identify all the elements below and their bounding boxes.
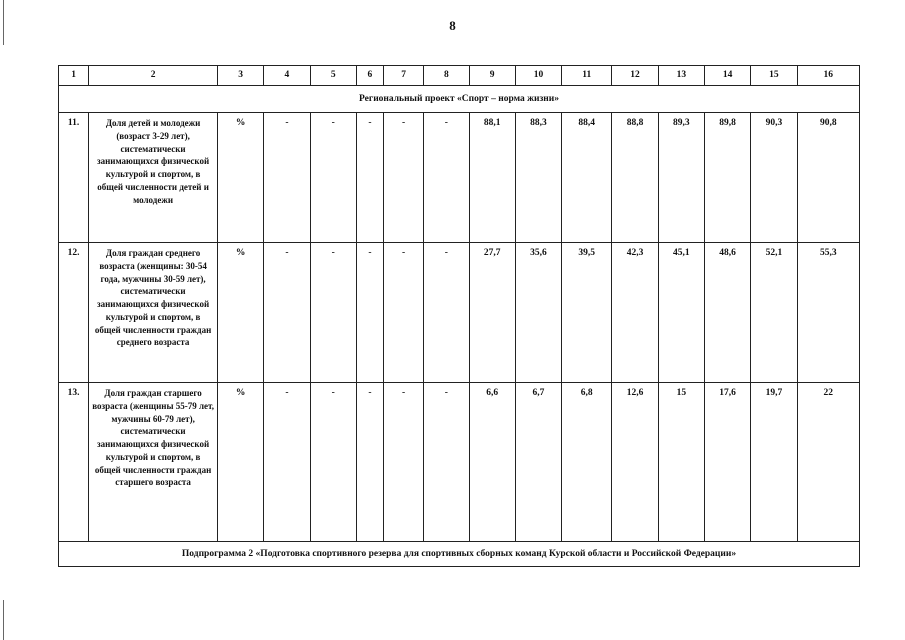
- row-number: 13.: [59, 383, 89, 542]
- margin-mark-bottom: [3, 600, 4, 640]
- column-number: 6: [356, 66, 383, 86]
- value-cell: -: [356, 383, 383, 542]
- column-number: 12: [612, 66, 658, 86]
- value-cell: 55,3: [797, 243, 859, 383]
- column-number: 3: [217, 66, 263, 86]
- table-row: [59, 113, 860, 243]
- value-cell: 27,7: [469, 243, 515, 383]
- value-cell: 35,6: [515, 243, 561, 383]
- page-number: 8: [449, 18, 456, 33]
- column-number: 4: [264, 66, 310, 86]
- value-cell: 48,6: [704, 243, 750, 383]
- column-number: 8: [424, 66, 469, 86]
- unit-cell: %: [217, 243, 263, 383]
- value-cell: 88,4: [562, 113, 612, 243]
- value-cell: 6,8: [562, 383, 612, 542]
- value-cell: 88,1: [469, 113, 515, 243]
- indicator-name: Доля граждан среднего возраста (женщины: 30-54 года, мужчины 30-59 лет), систематически занимающихся физической культурой и спортом, в общей численности граждан среднего возраста: [89, 243, 218, 383]
- value-cell: 6,7: [515, 383, 561, 542]
- table-row: [59, 383, 860, 542]
- value-cell: 42,3: [612, 243, 658, 383]
- column-number: 13: [658, 66, 704, 86]
- column-number: 2: [89, 66, 218, 86]
- row-number: 12.: [59, 243, 89, 383]
- value-cell: -: [310, 243, 356, 383]
- value-cell: -: [356, 243, 383, 383]
- row-number: 11.: [59, 113, 89, 243]
- value-cell: -: [264, 243, 310, 383]
- section-title: Региональный проект «Спорт – норма жизни»: [59, 86, 860, 113]
- value-cell: -: [264, 383, 310, 542]
- column-number: 14: [704, 66, 750, 86]
- value-cell: 22: [797, 383, 859, 542]
- column-number: 5: [310, 66, 356, 86]
- unit-cell: %: [217, 113, 263, 243]
- unit-cell: %: [217, 383, 263, 542]
- column-number: 10: [515, 66, 561, 86]
- value-cell: 90,8: [797, 113, 859, 243]
- table-row: [59, 243, 860, 383]
- value-cell: 52,1: [751, 243, 797, 383]
- section-header-row: [59, 86, 860, 113]
- value-cell: 89,8: [704, 113, 750, 243]
- column-number: 15: [751, 66, 797, 86]
- value-cell: -: [383, 113, 423, 243]
- column-number: 7: [383, 66, 423, 86]
- value-cell: 88,8: [612, 113, 658, 243]
- column-number: 16: [797, 66, 859, 86]
- indicator-name: Доля детей и молодежи (возраст 3-29 лет), систематически занимающихся физической культурой и спортом, в общей численности детей и молодежи: [89, 113, 218, 243]
- value-cell: 90,3: [751, 113, 797, 243]
- value-cell: 15: [658, 383, 704, 542]
- value-cell: -: [356, 113, 383, 243]
- value-cell: 89,3: [658, 113, 704, 243]
- column-number: 1: [59, 66, 89, 86]
- value-cell: -: [424, 383, 469, 542]
- value-cell: 6,6: [469, 383, 515, 542]
- value-cell: 17,6: [704, 383, 750, 542]
- value-cell: 19,7: [751, 383, 797, 542]
- subprogram-header-row: [59, 542, 860, 567]
- value-cell: 12,6: [612, 383, 658, 542]
- value-cell: -: [310, 113, 356, 243]
- indicator-name: Доля граждан старшего возраста (женщины 55-79 лет, мужчины 60-79 лет), систематически занимающихся физической культурой и спортом, в общей численности граждан старшего возраста: [89, 383, 218, 542]
- value-cell: -: [264, 113, 310, 243]
- value-cell: -: [310, 383, 356, 542]
- value-cell: 39,5: [562, 243, 612, 383]
- value-cell: -: [383, 383, 423, 542]
- column-number: 11: [562, 66, 612, 86]
- value-cell: -: [424, 243, 469, 383]
- indicators-table: [58, 65, 860, 567]
- column-number: 9: [469, 66, 515, 86]
- value-cell: -: [424, 113, 469, 243]
- column-number-row: [59, 66, 860, 86]
- value-cell: -: [383, 243, 423, 383]
- value-cell: 88,3: [515, 113, 561, 243]
- subprogram-title: Подпрограмма 2 «Подготовка спортивного резерва для спортивных сборных команд Курской области и Российской Федерации»: [59, 542, 860, 567]
- value-cell: 45,1: [658, 243, 704, 383]
